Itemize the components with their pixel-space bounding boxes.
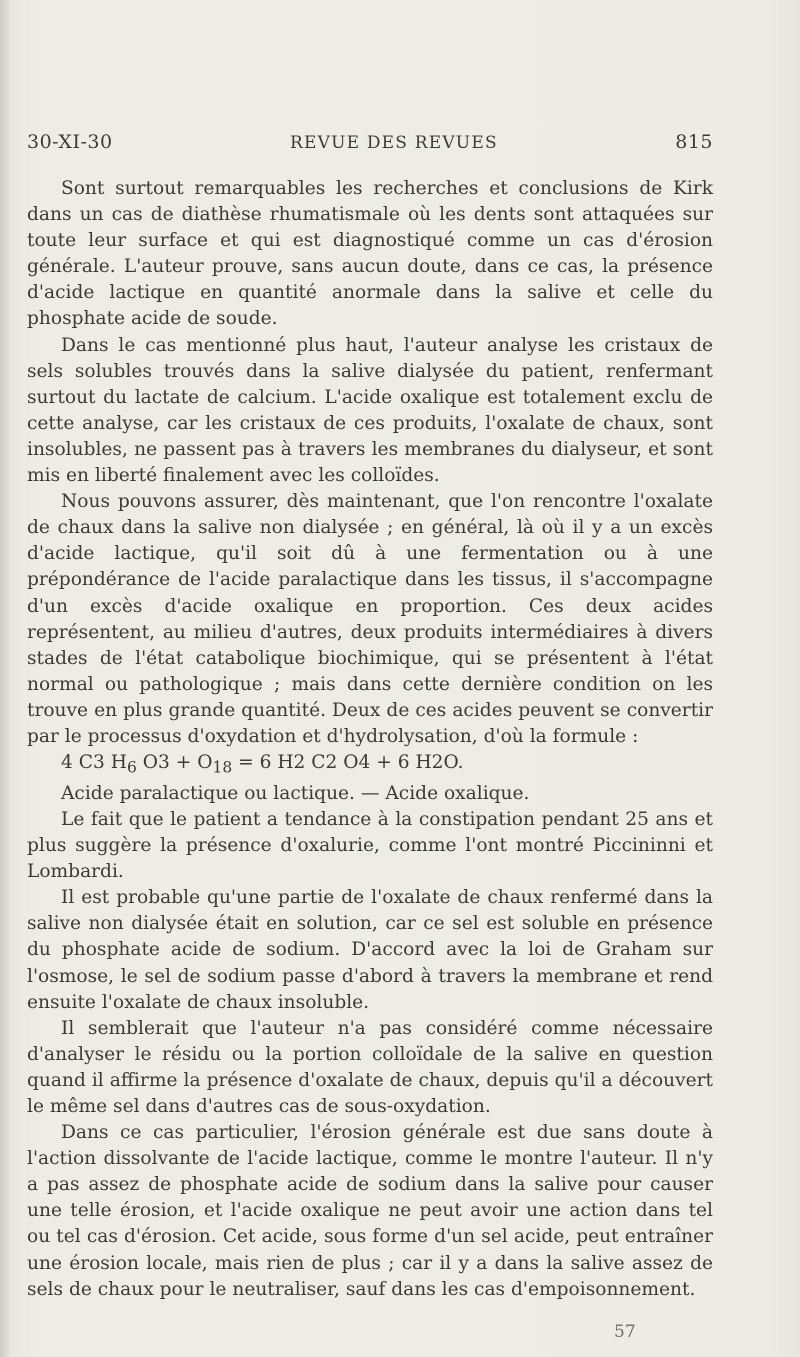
formula-o-subscript: 18 bbox=[212, 758, 233, 777]
paragraph: Dans le cas mentionné plus haut, l'auteur analyse les cristaux de sels solubles trouvés dans la salive dialysée du patient, renfermant surtout du lactate de calcium. L'acide oxalique est totalement exclu de cette analyse, car les cristaux de ces produits, l'oxalate de chaux, sont insolubles, ne passent pas à travers les membranes du dialyseur, et sont mis en liberté finalement avec les colloïdes. bbox=[27, 334, 713, 487]
formula-part-rest: = 6 H2 C2 O4 + 6 H2O. bbox=[232, 752, 464, 774]
paragraph: Il semblerait que l'auteur n'a pas considéré comme nécessaire d'analyser le résidu ou la portion colloïdale de la salive en question quand il affirme la présence d'oxalate de chaux, depuis qu'il a découvert le même sel dans d'autres cas de sous-oxydation. bbox=[27, 1017, 713, 1117]
header-running-title: REVUE DES REVUES bbox=[290, 133, 498, 153]
paragraph: Le fait que le patient a tendance à la constipation pendant 25 ans et plus suggère la présence d'oxalurie, comme l'ont montré Piccininni et Lombardi. bbox=[27, 808, 713, 883]
paragraph: Il est probable qu'une partie de l'oxalate de chaux renfermé dans la salive non dialysée était en solution, car ce sel est soluble en présence du phosphate acide de sodium. D'accord avec la loi de Graham sur l'osmose, le sel de sodium passe d'abord à travers la membrane et rend ensuite l'oxalate de chaux insoluble. bbox=[27, 887, 713, 1013]
formula-part-o3: O3 + O bbox=[136, 752, 213, 774]
paragraph: Dans ce cas particulier, l'érosion générale est due sans doute à l'action dissolvante de l'acide lactique, comme le montre l'auteur. Il n'y a pas assez de phosphate acide de sodium dans la salive pour causer une telle érosion, et l'acide oxalique ne peut avoir une action dans tel ou tel cas d'érosion. Cet acide, sous forme d'un sel acide, peut entraîner une érosion locale, mais rien de plus ; car il y a dans la salive assez de sels de chaux pour le neutraliser, sauf dans les cas d'empoisonnement. bbox=[27, 1122, 713, 1300]
header-page-number: 815 bbox=[675, 131, 713, 153]
formula-h-subscript: 6 bbox=[126, 758, 137, 777]
paragraph: Sont surtout remarquables les recherches et conclusions de Kirk dans un cas de diathèse rhumatismale où les dents sont attaquées sur toute leur surface et qui est diagnostiqué comme un cas d'érosion générale. L'auteur prouve, sans aucun doute, dans ce cas, la présence d'acide lactique en quantité anormale dans la salive et celle du phosphate acide de soude. bbox=[27, 178, 713, 330]
formula-part-c: 4 C3 H bbox=[61, 752, 127, 774]
page-spine-shadow bbox=[0, 0, 10, 1357]
running-header bbox=[27, 131, 713, 153]
signature-folio: 57 bbox=[614, 1322, 636, 1342]
article-body bbox=[27, 176, 713, 1303]
chemical-formula bbox=[27, 750, 713, 781]
paragraph: Nous pouvons assurer, dès maintenant, que l'on rencontre l'oxalate de chaux dans la salive non dialysée ; en général, là où il y a un excès d'acide lactique, qu'il soit dû à une fermentation ou à une prépondérance de l'acide paralactique dans les tissus, il s'accompagne d'un excès d'acide oxalique en proportion. Ces deux acides représentent, au milieu d'autres, deux produits intermédiaires à divers stades de l'état catabolique biochimique, qui se présentent à l'état normal ou pathologique ; mais dans cette dernière condition on les trouve en plus grande quantité. Deux de ces acides peuvent se convertir par le processus d'oxydation et d'hydrolysation, d'où la formule : bbox=[27, 491, 713, 747]
formula-caption: Acide paralactique ou lactique. — Acide oxalique. bbox=[61, 782, 530, 804]
header-date: 30-XI-30 bbox=[27, 131, 113, 153]
